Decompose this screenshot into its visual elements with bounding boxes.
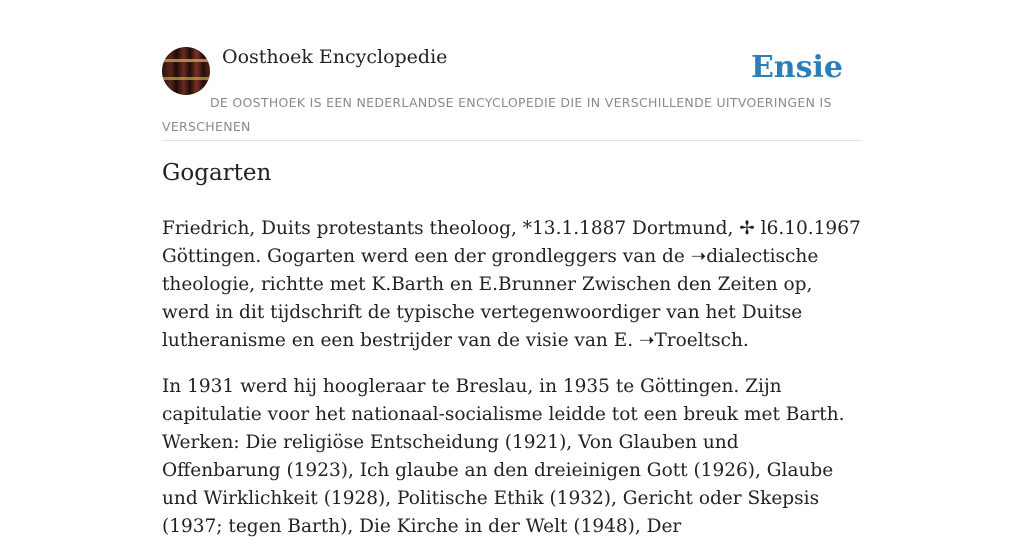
site-tagline: DE OOSTHOEK IS EEN NEDERLANDSE ENCYCLOPEDIE DIE IN VERSCHILLENDE UITVOERINGEN IS VERSCHENEN <box>162 95 832 134</box>
article-title: Gogarten <box>162 160 272 186</box>
encyclopedia-books-avatar[interactable] <box>162 47 210 95</box>
site-header <box>162 0 862 141</box>
page-container <box>162 0 862 537</box>
article-paragraph: In 1931 werd hij hoogleraar te Breslau, in 1935 te Göttingen. Zijn capitulatie voor het nationaal-socialisme leidde tot een breuk met Barth. Werken: Die religiöse Entscheidung (1921), Von Glauben und Offenbarung (1923), Ich glaube an den dreieinigen Gott (1926), Glaube und Wirklichkeit (1928), Politische Ethik (1932), Gericht oder Skepsis (1937; tegen Barth), Die Kirche in der Welt (1948), Der <box>162 376 845 537</box>
article-paragraph: Friedrich, Duits protestants theoloog, *13.1.1887 Dortmund, ✢ l6.10.1967 Göttingen. Gogarten werd een der grondleggers van de ➝dialectische theologie, richtte met K.Barth en E.Brunner Zwischen den Zeiten op, werd in dit tijdschrift de typische vertegenwoordiger van het Duitse lutheranisme en een bestrijder van de visie van E. ➝Troeltsch. <box>162 218 861 351</box>
site-title[interactable]: Oosthoek Encyclopedie <box>222 46 448 68</box>
ensie-logo[interactable]: Ensie <box>750 50 843 85</box>
article-body <box>162 215 862 559</box>
